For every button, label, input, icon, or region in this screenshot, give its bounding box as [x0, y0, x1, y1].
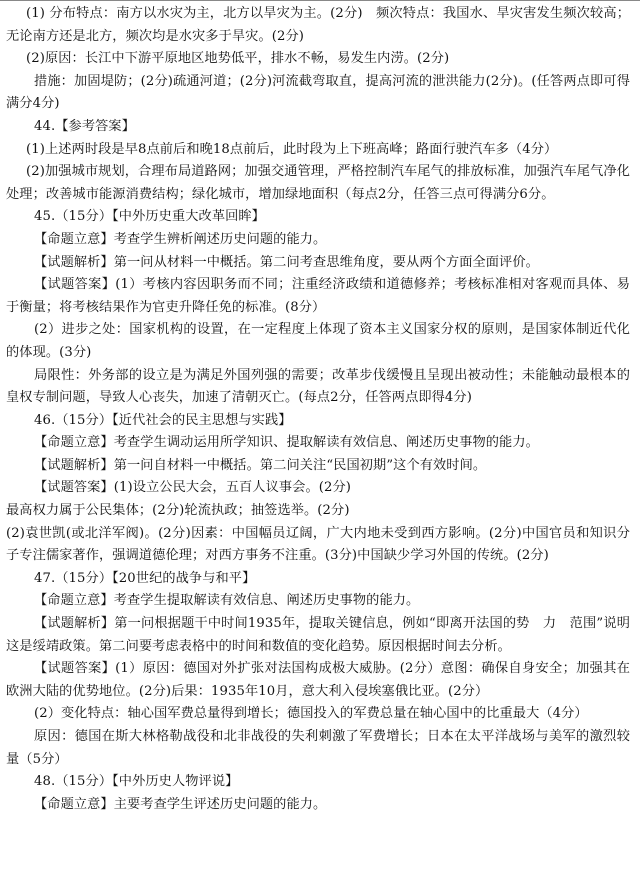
paragraph-distribution-features: (1) 分布特点：南方以水灾为主，北方以旱灾为主。(2分) 频次特点：我国水、旱灾害发生频次较高；无论南方还是北方，频次均是水灾多于旱灾。(2分)	[6, 6, 630, 44]
paragraph-q48-intent: 【命题立意】主要考查学生评述历史问题的能力。	[34, 796, 327, 812]
heading-q48: 48.（15分）【中外历史人物评说】	[34, 774, 239, 790]
paragraph-q46-analysis: 【试题解析】第一问自材料一中概括。第二问关注“民国初期”这个有效时间。	[34, 457, 487, 473]
paragraph-measures: 措施：加固堤防；(2分)疏通河道；(2分)河流截弯取直，提高河流的泄洪能力(2分)。(任答两点即可得满分4分)	[6, 73, 630, 112]
paragraph-q45-intent: 【命题立意】考查学生辨析阐述历史问题的能力。	[34, 231, 327, 247]
paragraph-q47-analysis: 【试题解析】第一问根据题干中时间1935年，提取关键信息，例如“即离开法国的势 力 范围”说明这是绥靖政策。第二问要考虑表格中的时间和数值的变化趋势。原因根据时间去分析。	[6, 616, 630, 654]
heading-q45: 45.（15分）【中外历史重大改革回眸】	[34, 209, 265, 225]
paragraph-q46-answer-part1b: 最高权力属于公民集体；(2分)轮流执政；抽签选举。(2分)	[6, 503, 350, 519]
paragraph-q45-answer-part2: (2）进步之处：国家机构的设置，在一定程度上体现了资本主义国家分权的原则，是国家体制近代化的体现。(3分)	[6, 322, 630, 360]
heading-q44-answer: 44.【参考答案】	[34, 118, 135, 134]
paragraph-q45-answer-part1: 【试题答案】(1）考核内容因职务而不同；注重经济政绩和道德修养；考核标准相对客观而具体、易于衡量；将考核结果作为官吏升降任免的标准。(8分）	[6, 277, 630, 315]
paragraph-q45-limitations: 局限性：外务部的设立是为满足外国列强的需要；改革步伐缓慢且呈现出被动性；未能触动最根本的皇权专制问题，导致人心丧失，加速了清朝灭亡。(每点2分，任答两点即得4分)	[6, 367, 630, 406]
paragraph-q46-answer-part2: (2)袁世凯(或北洋军阀)。(2分)因素：中国幅员辽阔，广大内地未受到西方影响。(2分)中国官员和知识分子专注儒家著作，强调道德伦理；对西方事务不注重。(3分)中国缺少学习外国的传统。(2分)	[6, 525, 630, 564]
paragraph-q44-part1: (1)上述两时段是早8点前后和晚18点前后，此时段为上下班高峰；路面行驶汽车多（4分）	[26, 141, 558, 157]
paragraph-q45-analysis: 【试题解析】第一问从材料一中概括。第二问考查思维角度，要从两个方面全面评价。	[34, 254, 539, 270]
paragraph-q47-reasons: 原因：德国在斯大林格勒战役和北非战役的失利刺激了军费增长；日本在太平洋战场与美军的激烈较量（5分）	[6, 729, 630, 767]
paragraph-q46-answer-part1: 【试题答案】(1)设立公民大会，五百人议事会。(2分)	[34, 480, 351, 496]
paragraph-q47-intent: 【命题立意】考查学生提取解读有效信息、阐述历史事物的能力。	[34, 593, 420, 609]
heading-q47: 47.（15分）【20世纪的战争与和平】	[34, 570, 256, 586]
heading-q46: 46.（15分）【近代社会的民主思想与实践】	[34, 412, 292, 428]
paragraph-q47-answer-part2: (2）变化特点：轴心国军费总量得到增长；德国投入的军费总量在轴心国中的比重最大（4分）	[34, 706, 588, 722]
paragraph-cause: (2)原因：长江中下游平原地区地势低平，排水不畅，易发生内涝。(2分)	[26, 51, 450, 67]
paragraph-q47-answer-part1: 【试题答案】(1）原因：德国对外扩张对法国构成极大威胁。(2分）意图：确保自身安全；加强其在欧洲大陆的优势地位。(2分)后果：1935年10月，意大利入侵埃塞俄比亚。(2分）	[6, 661, 630, 699]
paragraph-q44-part2: (2)加强城市规划，合理布局道路网；加强交通管理，严格控制汽车尾气的排放标准，加强汽车尾气净化处理；改善城市能源消费结构；绿化城市，增加绿地面积（每点2分，任答三点可得满分6分。	[6, 164, 630, 202]
paragraph-q46-intent: 【命题立意】考查学生调动运用所学知识、提取解读有效信息、阐述历史事物的能力。	[34, 435, 539, 451]
